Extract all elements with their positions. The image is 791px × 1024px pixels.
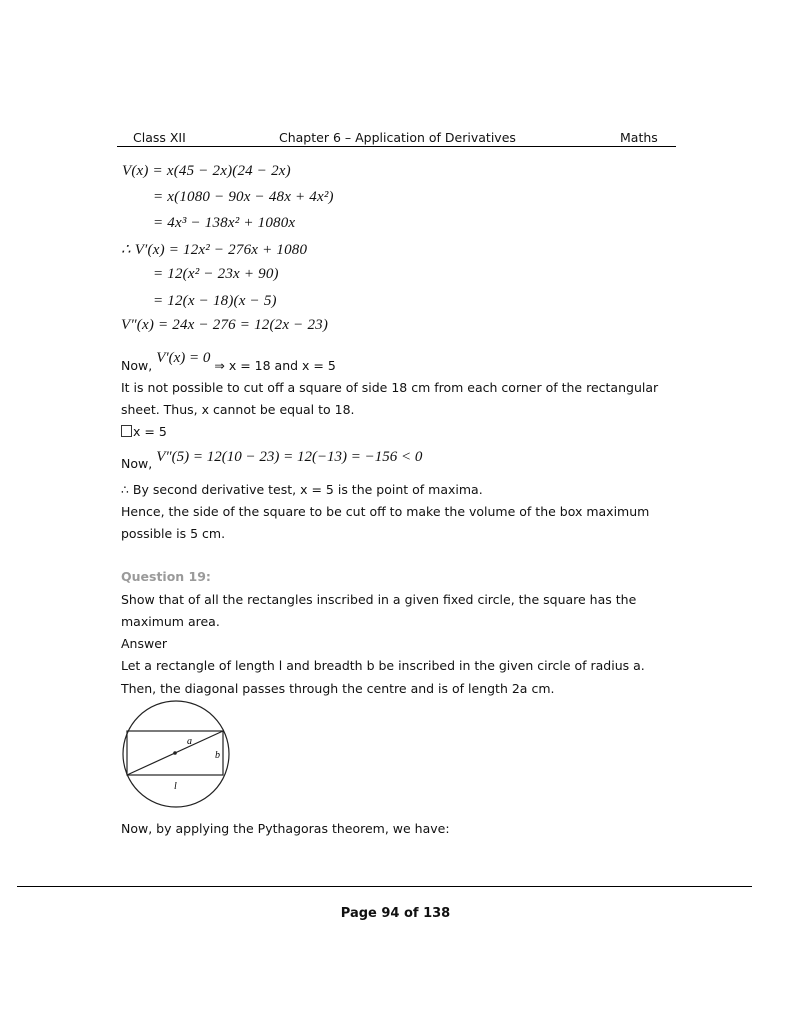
centre-point	[173, 751, 177, 755]
inscribed-rectangle-figure	[118, 699, 240, 811]
paragraph-line: sheet. Thus, x cannot be equal to 18.	[121, 402, 355, 417]
question-text: Show that of all the rectangles inscribed in a given fixed circle, the square has the	[121, 592, 637, 607]
answer-text: Let a rectangle of length l and breadth b be inscribed in the given circle of radius a.	[121, 658, 645, 673]
answer-text: Then, the diagonal passes through the centre and is of length 2a cm.	[121, 681, 555, 696]
label-a: a	[187, 736, 192, 747]
now-label: Now,	[121, 456, 153, 471]
equation-line: = 12(x − 18)(x − 5)	[153, 293, 277, 309]
paragraph-line: Hence, the side of the square to be cut off to make the volume of the box maximum	[121, 504, 650, 519]
now-line-1	[121, 350, 336, 375]
header-rule	[117, 146, 676, 147]
header-subject: Maths	[620, 130, 658, 145]
question-heading: Question 19:	[121, 569, 211, 584]
x-equals-5: x = 5	[133, 424, 167, 439]
answer-text: Now, by applying the Pythagoras theorem, we have:	[121, 821, 450, 836]
equation-line: = 4x³ − 138x² + 1080x	[153, 215, 296, 231]
paragraph-line: ∴ By second derivative test, x = 5 is the point of maxima.	[121, 482, 483, 497]
label-b: b	[215, 750, 220, 761]
paragraph-line: possible is 5 cm.	[121, 526, 226, 541]
now-equation: V′(x) = 0	[156, 350, 211, 366]
equation-line: = 12(x² − 23x + 90)	[153, 266, 279, 282]
checkbox-glyph-icon	[121, 425, 132, 437]
now-equation: V″(5) = 12(10 − 23) = 12(−13) = −156 < 0	[156, 449, 423, 465]
now-label: Now,	[121, 358, 153, 373]
footer-rule	[17, 886, 752, 887]
now-line-2	[121, 449, 423, 473]
now-result: ⇒ x = 18 and x = 5	[214, 358, 336, 373]
equation-line: = x(1080 − 90x − 48x + 4x²)	[153, 189, 334, 205]
paragraph-line	[121, 424, 167, 439]
answer-label: Answer	[121, 636, 168, 651]
question-text: maximum area.	[121, 614, 220, 629]
equation-line: ∴ V′(x) = 12x² − 276x + 1080	[121, 242, 308, 258]
equation-line: V″(x) = 24x − 276 = 12(2x − 23)	[121, 317, 329, 333]
header-chapter: Chapter 6 – Application of Derivatives	[279, 130, 516, 145]
page-number: Page 94 of 138	[340, 906, 451, 921]
paragraph-line: It is not possible to cut off a square of side 18 cm from each corner of the rectangular	[121, 380, 659, 395]
label-l: l	[174, 781, 177, 792]
header-class: Class XII	[133, 130, 186, 145]
equation-line: V(x) = x(45 − 2x)(24 − 2x)	[122, 163, 291, 179]
